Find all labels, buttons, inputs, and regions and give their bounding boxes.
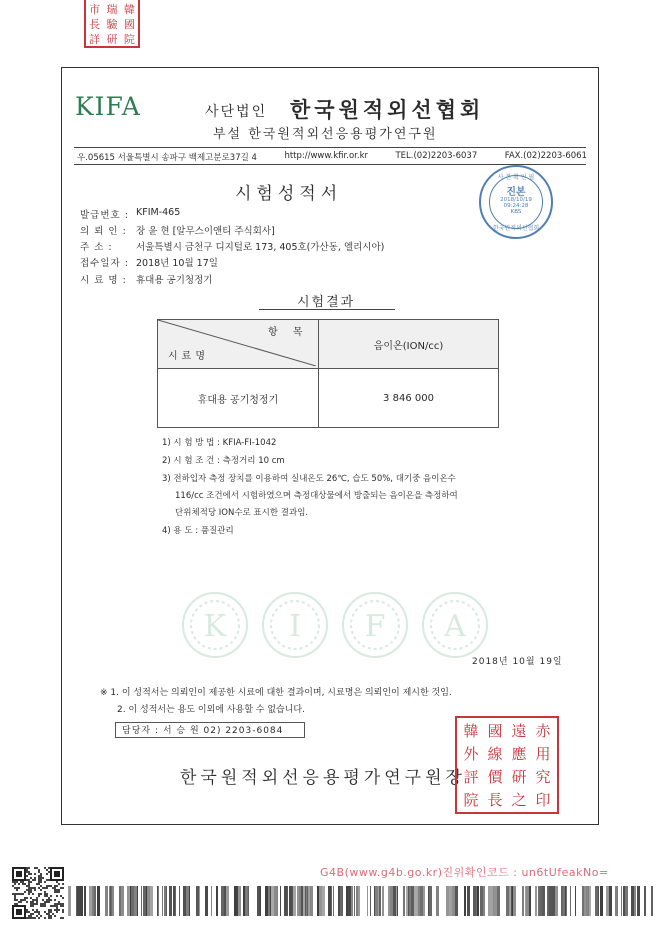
header-rule-top — [74, 147, 586, 148]
note-test-condition: 2) 시 험 조 건 : 측정거리 10 cm — [162, 456, 285, 466]
watermark-letter: I — [289, 609, 301, 644]
seal-glyph: 價 — [487, 768, 503, 786]
seal-glyph: 韓 — [463, 722, 479, 740]
telephone: TEL.(02)2203-6037 — [395, 151, 478, 161]
org-subtitle: 부설 한국원적외선응용평가연구원 — [213, 127, 438, 142]
kifa-watermark — [165, 585, 495, 665]
info-row-sample-name: 시 료 명 : 휴대용 공기청정기 — [80, 275, 213, 286]
seal-glyph: 評 — [463, 768, 479, 786]
note-test-method: 1) 시 험 방 법 : KFIA-FI-1042 — [162, 438, 277, 448]
seal-glyph: 院 — [463, 791, 479, 809]
info-row-received-date: 접수일자 : 2018년 10월 17일 — [80, 258, 218, 269]
seal-glyph: 院 — [123, 33, 135, 46]
seal-glyph: 應 — [511, 745, 527, 763]
seal-glyph: 研 — [106, 33, 118, 46]
seal-glyph: 赤 — [535, 722, 551, 740]
results-title: 시험결과 — [297, 295, 356, 310]
seal-glyph: 市 — [89, 3, 101, 16]
results-title-underline — [259, 309, 395, 310]
address: 우.05615 서울특별시 송파구 백제고분로37길 4 — [77, 153, 257, 163]
seal-glyph: 用 — [535, 745, 551, 763]
seal-glyph: 線 — [487, 745, 503, 763]
header-diagonal-cell — [158, 320, 319, 369]
seal-glyph: 之 — [511, 791, 527, 809]
footnote-2: 2. 이 성적서는 용도 이외에 사용할 수 없습니다. — [117, 705, 305, 715]
fax: FAX.(02)2203-6061 — [504, 151, 587, 161]
seal-glyph: 印 — [535, 791, 551, 809]
report-date: 2018년 10월 19일 — [472, 657, 563, 667]
official-seal — [455, 716, 559, 814]
row-ion-value: 3 846 000 — [319, 369, 499, 428]
watermark-letter: A — [444, 609, 466, 644]
kifa-logo: KIFA — [75, 92, 141, 121]
website: http://www.kfir.or.kr — [284, 151, 368, 161]
note-purpose: 4) 용 도 : 품질관리 — [162, 526, 234, 536]
verification-code: G4B(www.g4b.go.kr)진위확인코드 : un6tUfeakNo= — [320, 866, 609, 879]
barcode-strip — [68, 886, 653, 916]
info-row-address: 주 소 : 서울특별시 금천구 디지털로 173, 405호(가산동, 엘리시아) — [80, 242, 385, 253]
seal-glyph: 長 — [487, 791, 503, 809]
note-procedure-line-2: 116/cc 조건에서 시험하였으며 측정대상물에서 방출되는 음이온을 측정하여 — [175, 491, 458, 501]
info-row-issue-number: 발급번호 : KFIM-465 — [80, 207, 181, 221]
header-measure-label: 음이온(ION/cc) — [319, 320, 499, 369]
seal-glyph: 驗 — [106, 18, 118, 31]
seal-glyph: 遠 — [511, 722, 527, 740]
qr-code — [12, 867, 64, 919]
note-procedure-line-3: 단위체적당 ION수로 표시한 결과임. — [175, 508, 309, 518]
contact-line — [77, 151, 587, 163]
header-sample-label: 시료명 — [168, 351, 209, 362]
seal-glyph: 詳 — [89, 33, 101, 46]
table-header-row — [158, 320, 499, 369]
table-row — [158, 369, 499, 428]
signature-institute-name: 한국원적외선응용평가연구원장 — [180, 768, 466, 788]
seal-glyph: 國 — [123, 18, 135, 31]
info-row-client: 의 뢰 인 : 장 윤 현 [알무스이앤티 주식회사] — [80, 226, 275, 237]
authenticity-stamp: 사 본 확 인 필 진본 2018/10/19 09:24:28 KBS 한국원적외선협회 — [479, 165, 553, 239]
seal-glyph: 究 — [535, 768, 551, 786]
seal-glyph: 外 — [463, 745, 479, 763]
watermark-letter: K — [203, 609, 227, 644]
results-table — [157, 319, 499, 428]
note-procedure-line-1: 3) 전하입자 측정 장치를 이용하여 실내온도 26℃, 습도 50%, 대기중 음이온수 — [162, 474, 456, 484]
top-seal-stamp — [84, 0, 140, 48]
footnote-1: ※ 1. 이 성적서는 의뢰인이 제공한 시료에 대한 결과이며, 시료명은 의뢰인이 제시한 것임. — [100, 688, 452, 698]
seal-glyph: 瑞 — [106, 3, 118, 16]
header-item-label: 항 목 — [268, 327, 309, 338]
seal-glyph: 硏 — [511, 768, 527, 786]
watermark-letter: F — [364, 609, 386, 644]
seal-glyph: 長 — [89, 18, 101, 31]
org-name: 한국원적외선협회 — [290, 98, 485, 122]
row-sample-name: 휴대용 공기청정기 — [158, 369, 319, 428]
seal-glyph: 國 — [487, 722, 503, 740]
org-prefix: 사단법인 — [205, 104, 268, 120]
contact-person-box: 담당자 : 서 승 원 02) 2203-6084 — [115, 722, 305, 738]
seal-glyph: 韓 — [123, 3, 135, 16]
document-title: 시험성적서 — [235, 184, 343, 204]
